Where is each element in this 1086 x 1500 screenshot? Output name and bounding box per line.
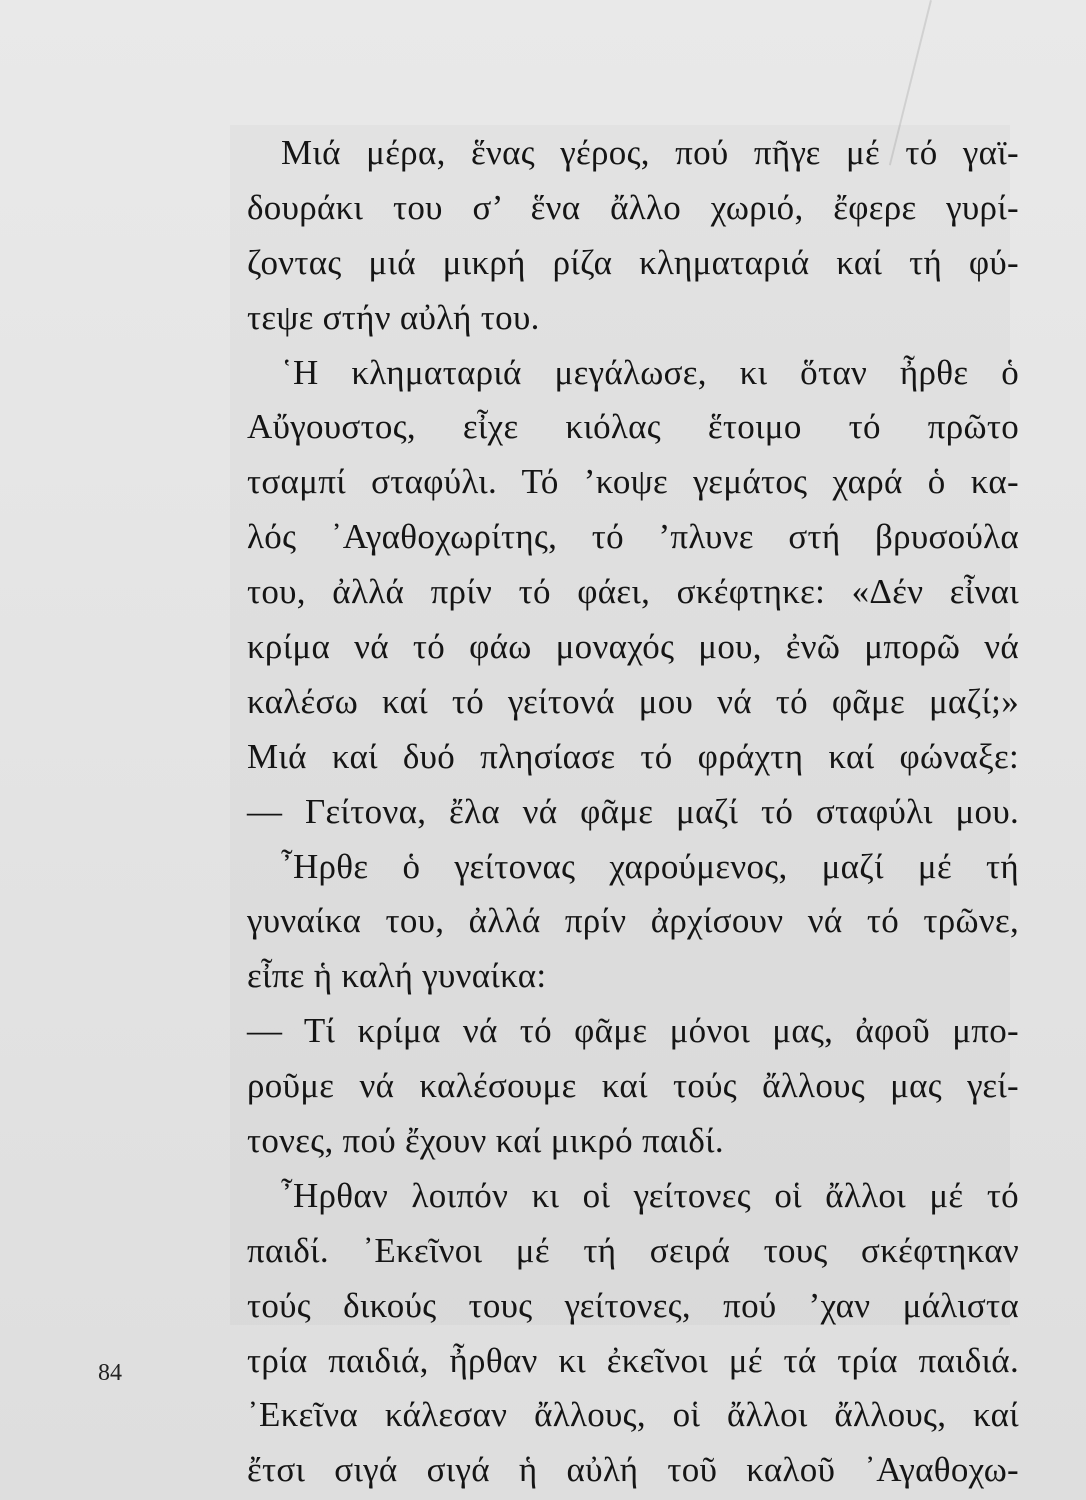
text-line: — Γείτονα, ἔλα νά φᾶμε μαζί τό σταφύλι μου.	[247, 791, 1019, 831]
text-line: τρία παιδιά, ἦρθαν κι ἐκεῖνοι μέ τά τρία παιδιά.	[247, 1340, 1019, 1380]
text-line: ῏Ηρθε ὁ γείτονας χαρούμενος, μαζί μέ τή	[281, 846, 1019, 886]
text-line: εἶπε ἡ καλή γυναίκα:	[247, 956, 547, 996]
text-line: του, ἀλλά πρίν τό φάει, σκέφτηκε: «Δέν εἶναι	[247, 572, 1019, 612]
text-line: ροῦμε νά καλέσουμε καί τούς ἄλλους μας γεί-	[247, 1066, 1019, 1106]
text-line: ᾿Εκεῖνα κάλεσαν ἄλλους, οἱ ἄλλοι ἄλλους, καί	[247, 1395, 1019, 1435]
text-line: ῾Η κληματαριά μεγάλωσε, κι ὅταν ἦρθε ὁ	[281, 352, 1019, 392]
text-line: τονες, πού ἔχουν καί μικρό παιδί.	[247, 1121, 724, 1161]
text-line: ἔτσι σιγά σιγά ἡ αὐλή τοῦ καλοῦ ᾿Αγαθοχω-	[247, 1450, 1019, 1490]
text-line: καλέσω καί τό γείτονά μου νά τό φᾶμε μαζί;»	[247, 681, 1019, 721]
text-line: Αὔγουστος, εἶχε κιόλας ἕτοιμο τό πρῶτο	[247, 407, 1019, 447]
text-line: τεψε στήν αὐλή του.	[247, 297, 540, 337]
body-text	[247, 126, 1019, 1498]
text-line: Μιά καί δυό πλησίασε τό φράχτη καί φώναξε:	[247, 736, 1019, 776]
text-line: παιδί. ᾿Εκεῖνοι μέ τή σειρά τους σκέφτηκαν	[247, 1230, 1019, 1270]
page-number: 84	[98, 1360, 122, 1386]
text-line: — Τί κρίμα νά τό φᾶμε μόνοι μας, ἀφοῦ μπο-	[247, 1011, 1019, 1051]
text-line: Μιά μέρα, ἕνας γέρος, πού πῆγε μέ τό γαϊ-	[281, 133, 1019, 172]
text-line: τσαμπί σταφύλι. Τό ’κοψε γεμάτος χαρά ὁ κα-	[247, 462, 1019, 502]
text-line: κρίμα νά τό φάω μοναχός μου, ἐνῶ μπορῶ νά	[247, 627, 1019, 667]
text-line: ῏Ηρθαν λοιπόν κι οἱ γείτονες οἱ ἄλλοι μέ τό	[281, 1175, 1019, 1215]
text-line: δουράκι του σ’ ἕνα ἄλλο χωριό, ἔφερε γυρί-	[247, 187, 1019, 227]
text-line: γυναίκα του, ἀλλά πρίν ἀρχίσουν νά τό τρῶνε,	[247, 901, 1019, 941]
text-line: ζοντας μιά μικρή ρίζα κληματαριά καί τή φύ-	[247, 242, 1019, 282]
text-line: τούς δικούς τους γείτονες, πού ’χαν μάλιστα	[247, 1285, 1019, 1325]
text-line: λός ᾿Αγαθοχωρίτης, τό ’πλυνε στή βρυσούλα	[247, 517, 1019, 557]
